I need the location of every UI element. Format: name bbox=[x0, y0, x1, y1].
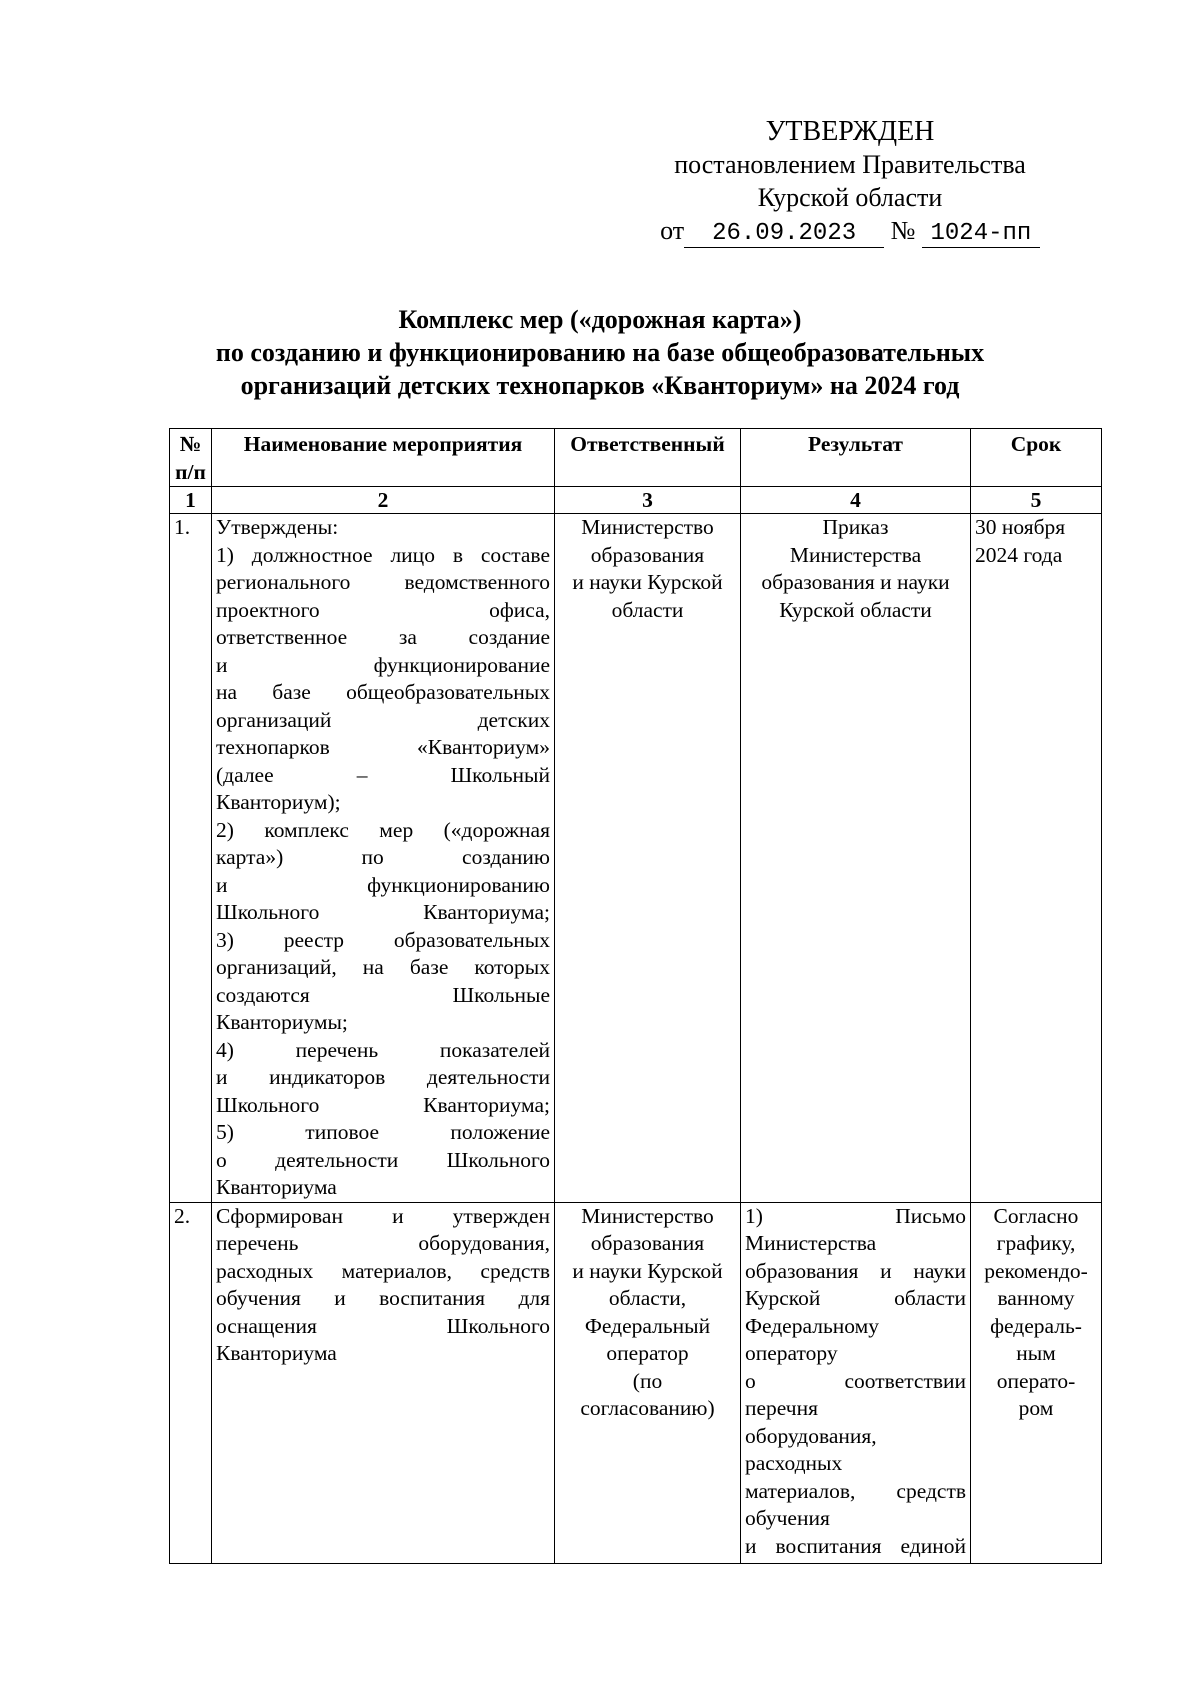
cell-text-line: карта») по созданию bbox=[216, 845, 550, 869]
cell-text-line: Федеральному bbox=[745, 1313, 879, 1338]
cell-text-line: образования и науки bbox=[745, 1258, 966, 1283]
approval-stamp bbox=[640, 115, 1060, 248]
cell-text-line: (по bbox=[632, 1368, 663, 1393]
cell-text-line: Утверждены: bbox=[216, 515, 339, 539]
header-responsible: Ответственный bbox=[555, 429, 741, 487]
cell-text-line: организаций детских bbox=[216, 707, 550, 732]
table-header-row bbox=[170, 429, 1102, 487]
cell-text-line: расходных материалов, средств bbox=[216, 1258, 550, 1283]
cell-text-line: и науки Курской bbox=[572, 570, 723, 594]
row-responsible bbox=[555, 514, 741, 1203]
cell-text-line: 3) реестр образовательных bbox=[216, 927, 550, 952]
cell-text-line: создаются Школьные bbox=[216, 982, 550, 1007]
cell-text-line: 5) типовое положение bbox=[216, 1120, 550, 1144]
approval-date: 26.09.2023 bbox=[684, 221, 884, 248]
cell-text-line: области bbox=[611, 597, 684, 622]
cell-text-line: Кванториумы; bbox=[216, 1010, 348, 1034]
cell-text-line: образования bbox=[590, 542, 705, 567]
cell-text-line: Министерства bbox=[789, 542, 922, 567]
cell-text-line: Министерство bbox=[581, 515, 714, 539]
roadmap-table bbox=[169, 428, 1102, 1564]
cell-text-line: операто- bbox=[996, 1368, 1076, 1393]
cell-text-line: образования bbox=[590, 1231, 705, 1255]
row-number: 2. bbox=[170, 1202, 212, 1563]
cell-text-line: расходных bbox=[745, 1451, 843, 1475]
cell-text-line: Министерство bbox=[581, 1203, 714, 1228]
approval-date-line bbox=[640, 214, 1060, 248]
cell-text-line: Кванториум); bbox=[216, 790, 341, 814]
cell-text-line: ным bbox=[1016, 1341, 1056, 1365]
cell-text-line: обучения и воспитания для bbox=[216, 1286, 550, 1310]
cell-text-line: и функционированию bbox=[216, 872, 550, 897]
cell-text-line: перечня bbox=[745, 1396, 819, 1420]
approval-number: 1024-пп bbox=[922, 221, 1040, 248]
cell-text-line: ответственное за создание bbox=[216, 625, 550, 649]
cell-text-line: на базе общеобразовательных bbox=[216, 680, 550, 704]
cell-text-line: области, bbox=[608, 1286, 687, 1310]
cell-text-line: Согласно bbox=[993, 1203, 1079, 1228]
approval-heading: УТВЕРЖДЕН bbox=[765, 116, 935, 147]
row-activity bbox=[212, 514, 555, 1203]
column-number-row bbox=[170, 487, 1102, 514]
cell-text-line: ром bbox=[1018, 1396, 1054, 1420]
cell-text-line: 30 ноября bbox=[975, 515, 1066, 539]
cell-text-line: и науки Курской bbox=[572, 1258, 723, 1283]
date-prefix: от bbox=[660, 216, 685, 245]
cell-text-line: регионального ведомственного bbox=[216, 570, 550, 594]
row-result bbox=[741, 514, 971, 1203]
header-activity: Наименование мероприятия bbox=[212, 429, 555, 487]
cell-text-line: 4) перечень показателей bbox=[216, 1037, 550, 1062]
cell-text-line: материалов, средств bbox=[745, 1478, 966, 1503]
cell-text-line: оператор bbox=[606, 1341, 689, 1365]
cell-text-line: Федеральный bbox=[584, 1313, 711, 1338]
row-result bbox=[741, 1202, 971, 1563]
cell-text-line: Курской области bbox=[779, 597, 932, 622]
cell-text-line: 1) Письмо bbox=[745, 1203, 966, 1228]
title-line-2: по созданию и функционированию на базе общеобразовательных bbox=[215, 338, 985, 367]
cell-text-line: образования и науки bbox=[761, 570, 950, 594]
cell-text-line: о деятельности Школьного bbox=[216, 1147, 550, 1172]
cell-text-line: перечень оборудования, bbox=[216, 1231, 550, 1255]
approval-line-1: постановлением Правительства bbox=[674, 150, 1026, 179]
cell-text-line: Сформирован и утвержден bbox=[216, 1203, 550, 1228]
number-prefix: № bbox=[890, 216, 916, 245]
header-number: № п/п bbox=[170, 429, 212, 487]
cell-text-line: оснащения Школьного bbox=[216, 1313, 550, 1338]
cell-text-line: Курской области bbox=[745, 1286, 966, 1310]
cell-text-line: Кванториума bbox=[216, 1341, 337, 1365]
cell-text-line: о соответствии bbox=[745, 1368, 966, 1393]
cell-text-line: оператору bbox=[745, 1341, 838, 1365]
cell-text-line: (далее – Школьный bbox=[216, 762, 550, 787]
cell-text-line: ванному bbox=[997, 1286, 1075, 1310]
header-result: Результат bbox=[741, 429, 971, 487]
cell-text-line: Школьного Кванториума; bbox=[216, 900, 550, 924]
table-row bbox=[170, 514, 1102, 1203]
cell-text-line: Школьного Кванториума; bbox=[216, 1092, 550, 1117]
column-number: 5 bbox=[971, 487, 1102, 514]
cell-text-line: технопарков «Кванториум» bbox=[216, 735, 550, 759]
table-row bbox=[170, 1202, 1102, 1563]
row-deadline bbox=[971, 514, 1102, 1203]
cell-text-line: и индикаторов деятельности bbox=[216, 1065, 550, 1089]
row-number: 1. bbox=[170, 514, 212, 1203]
cell-text-line: 2024 года bbox=[975, 542, 1063, 567]
row-deadline bbox=[971, 1202, 1102, 1563]
column-number: 4 bbox=[741, 487, 971, 514]
cell-text-line: Кванториума bbox=[216, 1175, 337, 1199]
title-line-1: Комплекс мер («дорожная карта») bbox=[398, 305, 802, 334]
cell-text-line: 1) должностное лицо в составе bbox=[216, 542, 550, 567]
cell-text-line: рекомендо- bbox=[984, 1258, 1088, 1283]
cell-text-line: согласованию) bbox=[580, 1396, 715, 1420]
title-line-3: организаций детских технопарков «Кванториум» на 2024 год bbox=[240, 371, 960, 400]
cell-text-line: федераль- bbox=[990, 1313, 1082, 1338]
cell-text-line: и функционирование bbox=[216, 652, 550, 677]
cell-text-line: Министерства bbox=[745, 1231, 877, 1255]
cell-text-line: организаций, на базе которых bbox=[216, 955, 550, 979]
cell-text-line: Приказ bbox=[822, 515, 889, 539]
header-deadline: Срок bbox=[971, 429, 1102, 487]
cell-text-line: и воспитания единой bbox=[745, 1533, 966, 1558]
document-title bbox=[100, 303, 1100, 402]
column-number: 1 bbox=[170, 487, 212, 514]
row-responsible bbox=[555, 1202, 741, 1563]
column-number: 2 bbox=[212, 487, 555, 514]
cell-text-line: проектного офиса, bbox=[216, 597, 550, 622]
cell-text-line: 2) комплекс мер («дорожная bbox=[216, 817, 550, 842]
cell-text-line: обучения bbox=[745, 1506, 830, 1530]
cell-text-line: графику, bbox=[996, 1231, 1076, 1255]
cell-text-line: оборудования, bbox=[745, 1423, 877, 1448]
row-activity bbox=[212, 1202, 555, 1563]
approval-line-2: Курской области bbox=[757, 183, 943, 212]
column-number: 3 bbox=[555, 487, 741, 514]
